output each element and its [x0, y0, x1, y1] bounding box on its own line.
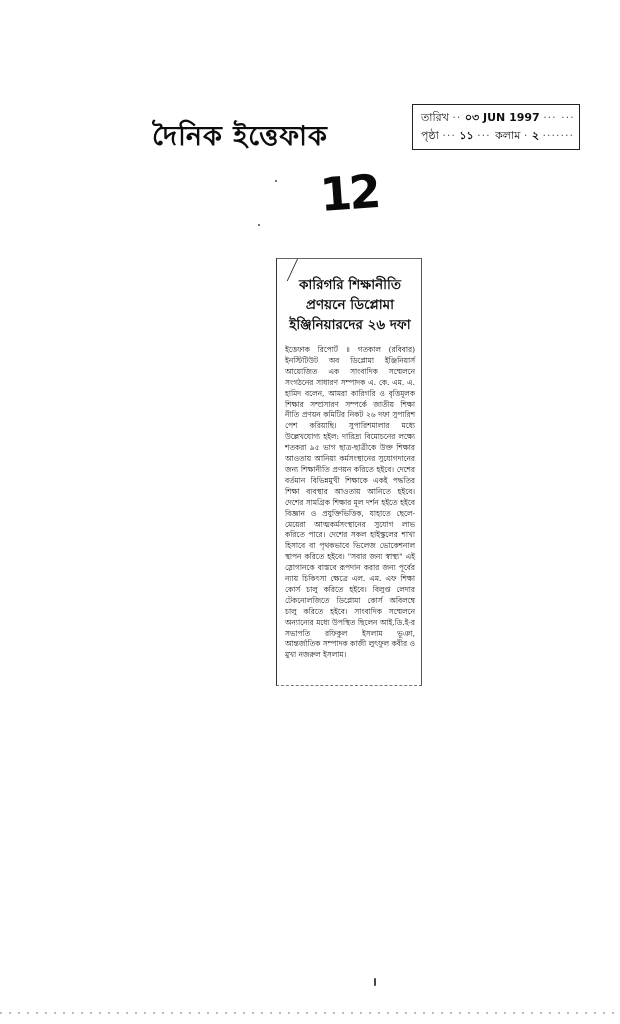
article-headline — [285, 275, 415, 335]
column-value: ২ — [531, 129, 539, 142]
dotted-leader: ··· — [442, 129, 456, 142]
dotted-leader: ··· — [477, 129, 496, 142]
dotted-leader: ······· — [542, 129, 574, 142]
date-value: ০৩ JUN 1997 — [464, 111, 540, 124]
scan-speck — [275, 180, 277, 182]
date-row — [421, 109, 575, 127]
page-column-row — [421, 127, 574, 145]
headline-line: কারিগরি শিক্ষানীতি — [298, 277, 402, 293]
handwritten-page-number: 12 — [318, 164, 380, 222]
scan-speck — [258, 224, 260, 226]
dotted-leader: ··· ··· — [543, 111, 575, 124]
headline-line: ইঞ্জিনিয়ারদের ২৬ দফা — [289, 317, 411, 333]
page-label: পৃষ্ঠা — [421, 129, 439, 142]
newspaper-clipping — [276, 258, 422, 686]
dotted-leader: · — [523, 129, 529, 142]
headline-line: প্রণয়নে ডিপ্লোমা — [305, 297, 395, 313]
dateline-stamp — [412, 104, 580, 150]
date-label: তারিখ — [421, 111, 449, 124]
scan-speck — [374, 978, 376, 986]
page-value: ১১ — [459, 129, 474, 142]
scan-edge-noise — [0, 1012, 620, 1014]
newspaper-masthead: দৈনিক ইত্তেফাক — [152, 121, 328, 152]
dotted-leader: ·· — [452, 111, 462, 124]
article-body: ইত্তেফাক রিপোর্ট ॥ গতকাল (রবিবার) ইনস্টিটিউট অব ডিপ্লোমা ইঞ্জিনিয়ার্স আয়োজিত এক সাংবাদিক সম্মেলনে সংগঠনের সাধারণ সম্পাদক এ. কে. এম. এ. হামিদ বলেন, আমরা কারিগরি ও বৃত্তিমূলক শিক্ষার সম্প্রসারণ সম্পর্কে জাতীয় শিক্ষা নীতি প্রণয়ন কমিটির নিকট ২৬ দফা সুপারিশ পেশ করিয়াছি। সুপারিশমালার মধ্যে উল্লেখযোগ্য হইল: দারিদ্র্য বিমোচনের লক্ষ্যে শতকরা ৯৫ ভাগ ছাত্র-ছাত্রীকে উক্ত শিক্ষার আওতায় আনিয়া কর্মসংস্থানের সুযোগদানের জন্য শিক্ষানীতি প্রণয়ন করিতে হইবে। দেশের বর্তমান বিভিন্নমুখী শিক্ষাকে একই পদ্ধতির শিক্ষা ব্যবস্থার আওতায় আনিতে হইবে। দেশের সামগ্রিক শিক্ষার মূল দর্শন হইতে হইবে বিজ্ঞান ও প্রযুক্তিভিত্তিক, যাহাতে ছেলে-মেয়েরা আত্মকর্মসংস্থানের সুযোগ লাভ করিতে পারে। দেশের সকল হাইস্কুলের শাখা হিসাবে বা পৃথকভাবে ভিলেজ ভোকেশনাল স্থাপন করিতে হইবে। "সবার জন্য স্বাস্থ্য" এই স্লোগানকে বাস্তবে রূপদান করার জন্য পূর্বের ন্যায় চিকিৎসা ক্ষেত্রে এল. এম. এফ শিক্ষা কোর্স চালু করিতে হইবে। বিলুপ্ত লেদার টেকনোলজিতে ডিপ্লোমা কোর্স অবিলম্বে চালু করিতে হইবে। সাংবাদিক সম্মেলনে অন্যান্যের মধ্যে উপস্থিত ছিলেন আই.ডি.ই-র সভাপতি রফিকুল ইসলাম ভূঞা, আন্তর্জাতিক সম্পাদক কাজী লুৎফুল কবীর ও মুখা নজরুল ইসলাম। — [285, 345, 415, 660]
column-label: কলাম — [495, 129, 521, 142]
